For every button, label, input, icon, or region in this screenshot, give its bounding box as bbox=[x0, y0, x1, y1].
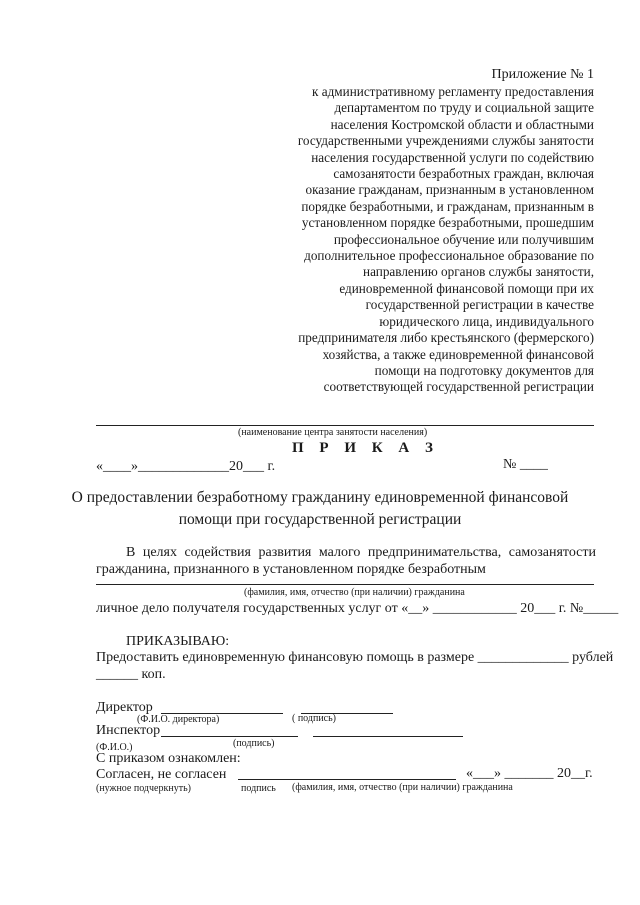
inspector-name-caption: (Ф.И.О.) bbox=[96, 742, 133, 753]
appendix-title: Приложение № 1 bbox=[491, 67, 594, 82]
appendix-line: единовременной финансовой помощи при их bbox=[339, 280, 594, 296]
appendix-line: порядке безработными, и гражданам, признанным в bbox=[301, 198, 594, 214]
preamble-line-2: гражданина, признанного в установленном порядке безработным bbox=[96, 562, 486, 577]
order-kopecks-line: ______ коп. bbox=[96, 667, 166, 682]
order-date-field: «____»_____________20___ г. bbox=[96, 459, 276, 474]
agree-label: Согласен, не согласен bbox=[96, 767, 227, 782]
center-name-line bbox=[96, 425, 594, 426]
citizen-fio-caption: (фамилия, имя, отчество (при наличии) гражданина bbox=[292, 782, 513, 793]
appendix-line: государственной регистрации в качестве bbox=[365, 297, 594, 313]
appendix-line: помощи на подготовку документов для bbox=[374, 362, 594, 378]
appendix-line: департаментом по труду и социальной защите bbox=[334, 100, 594, 116]
director-name-caption: (Ф.И.О. директора) bbox=[137, 714, 220, 725]
order-number-field: № ____ bbox=[503, 457, 548, 472]
director-label: Директор bbox=[96, 700, 153, 715]
director-signature-caption: ( подпись) bbox=[292, 713, 337, 724]
appendix-line: населения государственной услуги по содействию bbox=[311, 149, 594, 165]
order-title: П Р И К А З bbox=[292, 440, 439, 456]
appendix-line: государственными учреждениями службы занятости bbox=[297, 133, 594, 149]
order-heading-line-1: О предоставлении безработному гражданину единовременной финансовой bbox=[71, 489, 569, 506]
underline-hint: (нужное подчеркнуть) bbox=[96, 783, 191, 794]
appendix-line: соответствующей государственной регистрации bbox=[323, 379, 594, 395]
personal-file-line: личное дело получателя государственных услуг от «__» ____________ 20___ г. №_____ bbox=[96, 601, 619, 616]
order-command: ПРИКАЗЫВАЮ: bbox=[126, 634, 230, 649]
citizen-signature-line bbox=[238, 779, 456, 780]
inspector-signature-caption: (подпись) bbox=[233, 738, 275, 749]
acquainted-label: С приказом ознакомлен: bbox=[96, 751, 241, 766]
citizen-name-caption: (фамилия, имя, отчество (при наличии) гражданина bbox=[244, 587, 465, 598]
signature-caption: подпись bbox=[241, 783, 276, 794]
citizen-name-line bbox=[96, 584, 594, 585]
appendix-line: населения Костромской области и областными bbox=[330, 116, 594, 132]
appendix-line: оказание гражданам, признанным в установленном bbox=[305, 182, 594, 198]
appendix-line: юридического лица, индивидуального bbox=[379, 313, 594, 329]
order-heading-line-2: помощи при государственной регистрации bbox=[178, 511, 462, 528]
appendix-line: предпринимателя либо крестьянского (фермерского) bbox=[298, 330, 594, 346]
appendix-line: хозяйства, а также единовременной финансовой bbox=[322, 346, 594, 362]
appendix-line: к административному регламенту предоставления bbox=[312, 84, 594, 99]
acknowledgement-date: «___» _______ 20__г. bbox=[466, 766, 593, 781]
appendix-line: самозанятости безработных граждан, включая bbox=[333, 166, 594, 182]
inspector-name-line bbox=[161, 736, 298, 737]
appendix-line: дополнительное профессиональное образование по bbox=[304, 248, 594, 264]
order-amount-line: Предоставить единовременную финансовую помощь в размере _____________ рублей bbox=[96, 650, 614, 665]
appendix-line: направлению органов службы занятости, bbox=[363, 264, 594, 280]
appendix-line: установленном порядке безработными, прошедшим bbox=[301, 215, 594, 231]
preamble-line-1: В целях содействия развития малого предпринимательства, самозанятости bbox=[126, 545, 596, 560]
inspector-label: Инспектор bbox=[96, 723, 161, 738]
center-name-caption: (наименование центра занятости населения) bbox=[238, 427, 428, 438]
inspector-signature-line bbox=[313, 736, 463, 737]
appendix-block bbox=[254, 66, 594, 396]
appendix-line: профессиональное обучение или получившим bbox=[333, 231, 594, 247]
